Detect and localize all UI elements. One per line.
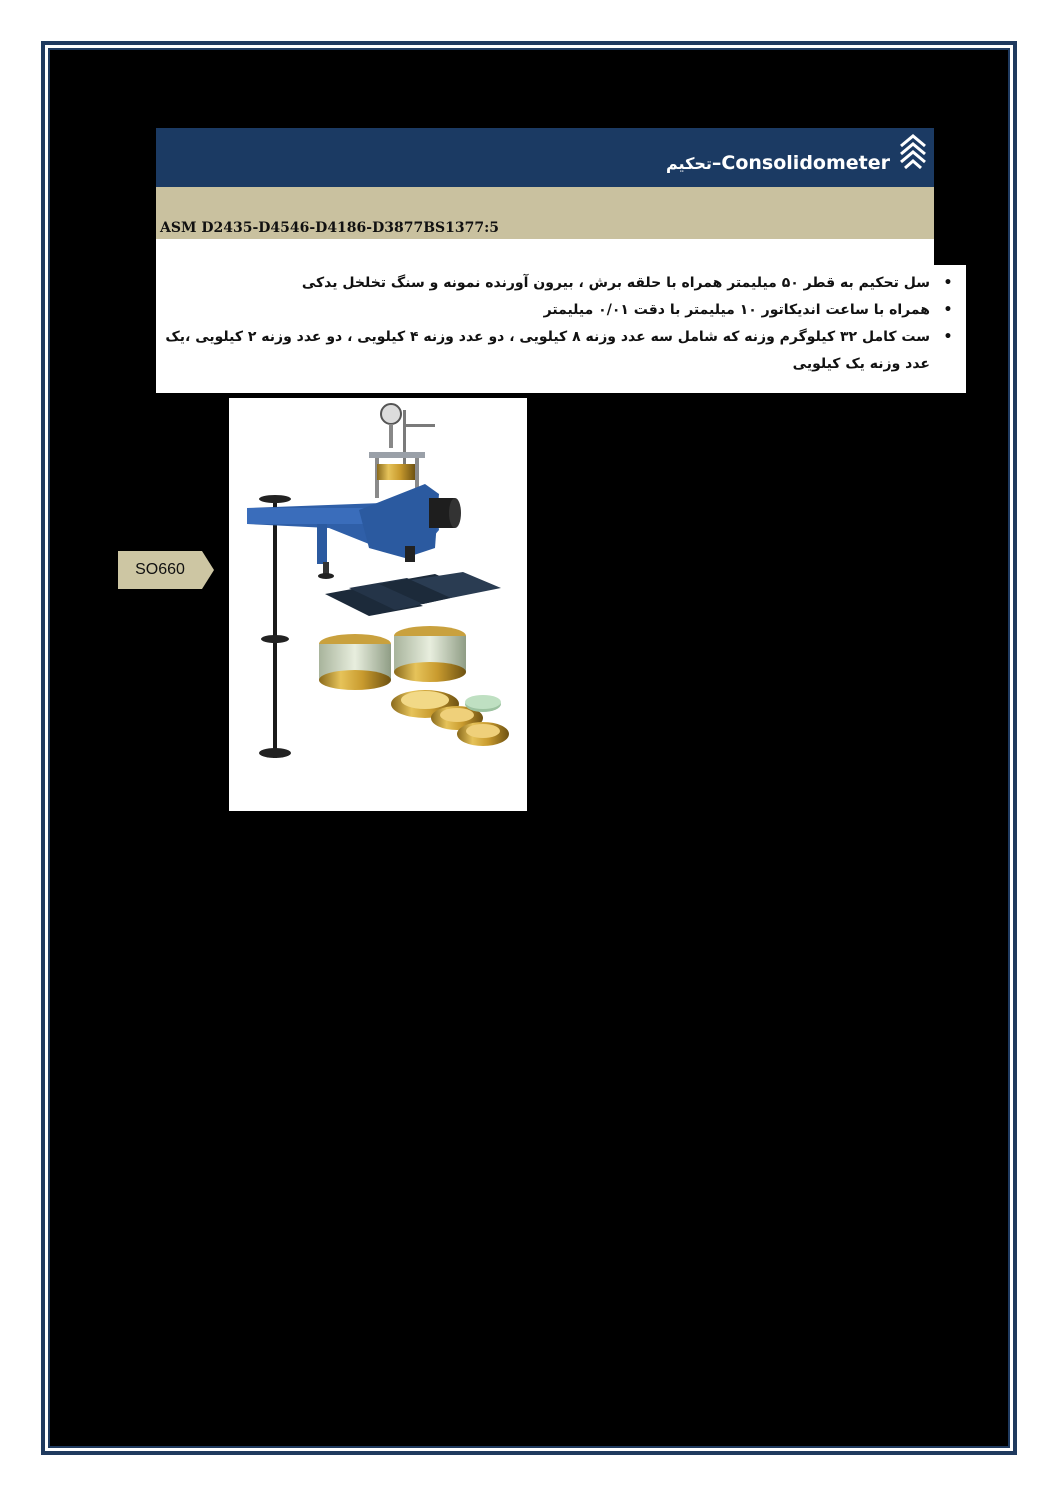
- bullet-icon: •: [943, 329, 953, 345]
- product-code: SO660: [135, 561, 185, 578]
- list-item: • سل تحکیم به قطر ۵۰ میلیمتر همراه با حلقه برش ، بیرون آورنده نمونه و سنگ تخلخل یدکی: [160, 270, 956, 297]
- list-item: • همراه با ساعت اندیکاتور ۱۰ میلیمتر با دقت ۰/۰۱ میلیمتر: [160, 297, 956, 324]
- product-code-tag: [118, 551, 214, 589]
- feature-list: [160, 270, 956, 378]
- company-logo-icon: [898, 132, 928, 174]
- consolidometer-illustration: [229, 398, 527, 811]
- page-title: [666, 152, 890, 174]
- title-persian: تحکیم: [665, 154, 712, 173]
- standards-bar: [156, 187, 934, 239]
- standards-text: ASM D2435-D4546-D4186-D3877BS1377:5: [160, 220, 500, 236]
- bullet-icon: •: [943, 275, 953, 291]
- title-bar: [156, 128, 934, 187]
- list-item: • ست کامل ۳۲ کیلوگرم وزنه که شامل سه عدد وزنه ۸ کیلویی ، دو عدد وزنه ۴ کیلویی ، دو عدد وزنه ۲ کیلویی ،یک عدد وزنه یک کیلویی: [160, 324, 956, 378]
- bullet-icon: •: [943, 302, 953, 318]
- description-box: [156, 239, 966, 393]
- product-photo: [229, 398, 527, 811]
- title-english: Consolidometer: [721, 152, 890, 174]
- title-separator: –: [711, 152, 722, 174]
